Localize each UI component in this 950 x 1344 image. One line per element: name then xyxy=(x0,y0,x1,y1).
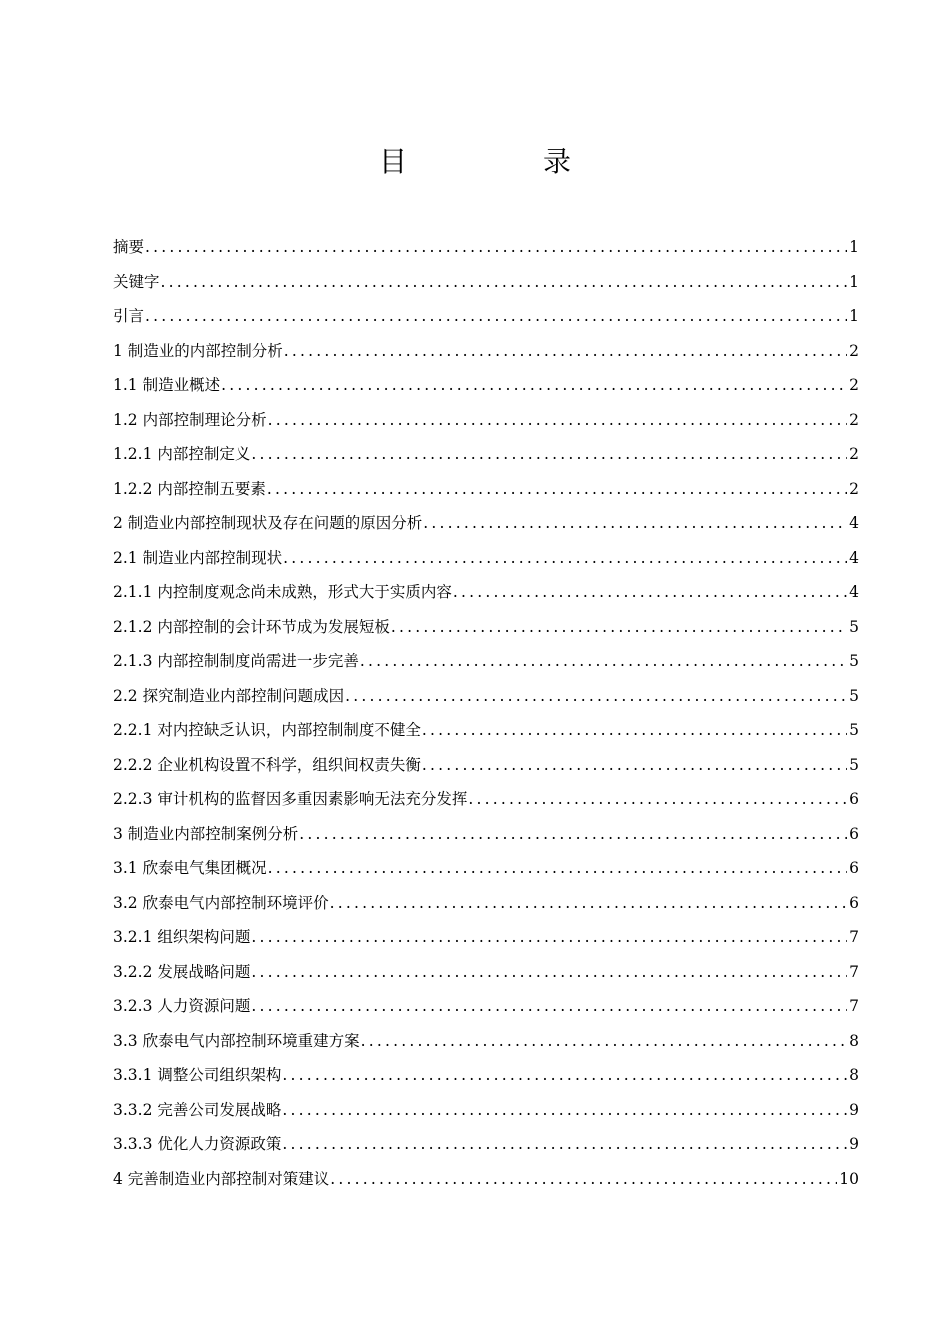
toc-entry[interactable] xyxy=(113,368,859,403)
toc-entry[interactable] xyxy=(113,403,859,438)
toc-entry-label: 2.1.1 内控制度观念尚未成熟，形式大于实质内容 xyxy=(113,583,452,601)
toc-dot-leader xyxy=(421,748,847,783)
toc-dot-leader xyxy=(266,472,847,507)
toc-entry[interactable] xyxy=(113,1127,859,1162)
toc-dot-leader xyxy=(281,1058,847,1093)
toc-entry[interactable] xyxy=(113,817,859,852)
toc-entry[interactable] xyxy=(113,575,859,610)
toc-entry-page-number: 7 xyxy=(849,997,859,1015)
toc-entry-page-number: 5 xyxy=(849,652,859,670)
toc-entry[interactable] xyxy=(113,955,859,990)
toc-entry-label: 3.3.3 优化人力资源政策 xyxy=(113,1135,282,1153)
toc-entry[interactable] xyxy=(113,472,859,507)
toc-entry-page-number: 6 xyxy=(849,893,859,912)
toc-dot-leader xyxy=(267,851,848,886)
toc-entry-page-number: 5 xyxy=(849,686,859,705)
toc-entry-label: 摘要 xyxy=(113,238,145,256)
toc-dot-leader xyxy=(421,713,847,748)
toc-entry[interactable] xyxy=(113,886,859,921)
toc-entry-page-number: 4 xyxy=(849,514,859,532)
toc-entry-label: 1.2.2 内部控制五要素 xyxy=(113,479,266,498)
toc-entry-page-number: 1 xyxy=(849,307,859,325)
toc-entry-label: 2.2.3 审计机构的监督因多重因素影响无法充分发挥 xyxy=(113,790,468,808)
toc-dot-leader xyxy=(267,403,848,438)
toc-entry[interactable] xyxy=(113,748,859,783)
toc-dot-leader xyxy=(329,886,848,921)
toc-entry-page-number: 7 xyxy=(849,962,859,981)
toc-entry-page-number: 9 xyxy=(849,1135,859,1153)
toc-entry-label: 1 制造业的内部控制分析 xyxy=(113,341,283,360)
toc-entry-page-number: 6 xyxy=(849,824,859,843)
toc-entry[interactable] xyxy=(113,851,859,886)
toc-entry[interactable] xyxy=(113,334,859,369)
toc-dot-leader xyxy=(250,989,847,1024)
toc-entry-label: 关键字 xyxy=(113,272,160,291)
toc-entry-page-number: 10 xyxy=(839,1169,859,1188)
toc-entry-label: 3.2.2 发展战略问题 xyxy=(113,962,251,981)
toc-entry[interactable] xyxy=(113,265,859,300)
toc-dot-leader xyxy=(144,230,847,265)
toc-entry-label: 2.1.3 内部控制制度尚需进一步完善 xyxy=(113,652,359,670)
toc-dot-leader xyxy=(390,610,847,645)
toc-dot-leader xyxy=(282,541,847,576)
toc-entry-page-number: 8 xyxy=(849,1066,859,1084)
toc-entry-label: 2.2.2 企业机构设置不科学，组织间权责失衡 xyxy=(113,755,421,774)
toc-entry-label: 2.1 制造业内部控制现状 xyxy=(113,548,283,567)
toc-dot-leader xyxy=(250,437,847,472)
toc-entry-page-number: 4 xyxy=(849,548,859,567)
table-of-contents xyxy=(113,230,859,1196)
toc-entry[interactable] xyxy=(113,782,859,817)
toc-entry[interactable] xyxy=(113,920,859,955)
toc-dot-leader xyxy=(467,782,847,817)
toc-entry-label: 1.2 内部控制理论分析 xyxy=(113,410,267,429)
toc-entry-label: 3.3.2 完善公司发展战略 xyxy=(113,1100,282,1119)
toc-entry-page-number: 8 xyxy=(849,1031,859,1050)
toc-entry-page-number: 9 xyxy=(849,1100,859,1119)
toc-entry-page-number: 6 xyxy=(849,790,859,808)
toc-dot-leader xyxy=(298,817,847,852)
toc-entry[interactable] xyxy=(113,1093,859,1128)
toc-entry-label: 2.1.2 内部控制的会计环节成为发展短板 xyxy=(113,617,390,636)
toc-entry-label: 3.3 欣泰电气内部控制环境重建方案 xyxy=(113,1031,360,1050)
toc-dot-leader xyxy=(144,299,847,334)
toc-entry-label: 3 制造业内部控制案例分析 xyxy=(113,824,299,843)
toc-dot-leader xyxy=(281,1127,847,1162)
toc-dot-leader xyxy=(160,265,848,300)
toc-entry-label: 3.3.1 调整公司组织架构 xyxy=(113,1066,282,1084)
toc-entry-label: 3.2.3 人力资源问题 xyxy=(113,997,251,1015)
toc-entry-page-number: 1 xyxy=(849,238,859,256)
toc-dot-leader xyxy=(422,506,847,541)
toc-entry-label: 2.2.1 对内控缺乏认识，内部控制制度不健全 xyxy=(113,721,421,739)
toc-entry[interactable] xyxy=(113,506,859,541)
toc-entry-label: 2.2 探究制造业内部控制问题成因 xyxy=(113,686,345,705)
toc-entry-label: 1.2.1 内部控制定义 xyxy=(113,445,251,463)
toc-dot-leader xyxy=(250,920,847,955)
toc-dot-leader xyxy=(283,334,847,369)
toc-entry-label: 3.2.1 组织架构问题 xyxy=(113,928,251,946)
toc-entry-page-number: 1 xyxy=(849,272,859,291)
toc-entry[interactable] xyxy=(113,644,859,679)
toc-entry-label: 引言 xyxy=(113,307,145,325)
toc-dot-leader xyxy=(220,368,847,403)
toc-entry-page-number: 2 xyxy=(849,445,859,463)
toc-entry-page-number: 5 xyxy=(849,755,859,774)
toc-entry-page-number: 2 xyxy=(849,376,859,394)
toc-entry-label: 3.2 欣泰电气内部控制环境评价 xyxy=(113,893,329,912)
toc-entry-label: 3.1 欣泰电气集团概况 xyxy=(113,859,267,877)
toc-dot-leader xyxy=(250,955,847,990)
toc-entry[interactable] xyxy=(113,437,859,472)
toc-entry-page-number: 4 xyxy=(849,583,859,601)
toc-entry-page-number: 5 xyxy=(849,617,859,636)
toc-entry[interactable] xyxy=(113,541,859,576)
toc-dot-leader xyxy=(281,1093,847,1128)
toc-entry[interactable] xyxy=(113,1162,859,1197)
toc-dot-leader xyxy=(344,679,847,714)
toc-entry-label: 4 完善制造业内部控制对策建议 xyxy=(113,1169,330,1188)
toc-entry-page-number: 2 xyxy=(849,479,859,498)
toc-entry-page-number: 2 xyxy=(849,341,859,360)
toc-entry[interactable] xyxy=(113,1058,859,1093)
toc-entry[interactable] xyxy=(113,679,859,714)
toc-dot-leader xyxy=(360,1024,848,1059)
toc-entry-label: 2 制造业内部控制现状及存在问题的原因分析 xyxy=(113,514,423,532)
toc-dot-leader xyxy=(359,644,847,679)
toc-entry-page-number: 5 xyxy=(849,721,859,739)
toc-dot-leader xyxy=(329,1162,837,1197)
toc-entry-page-number: 6 xyxy=(849,859,859,877)
toc-entry[interactable] xyxy=(113,989,859,1024)
toc-entry[interactable] xyxy=(113,1024,859,1059)
toc-entry-page-number: 7 xyxy=(849,928,859,946)
toc-entry[interactable] xyxy=(113,230,859,265)
toc-entry[interactable] xyxy=(113,299,859,334)
toc-entry[interactable] xyxy=(113,610,859,645)
toc-dot-leader xyxy=(452,575,847,610)
toc-entry[interactable] xyxy=(113,713,859,748)
page-title: 目 录 xyxy=(378,145,625,178)
toc-entry-page-number: 2 xyxy=(849,410,859,429)
toc-entry-label: 1.1 制造业概述 xyxy=(113,376,221,394)
